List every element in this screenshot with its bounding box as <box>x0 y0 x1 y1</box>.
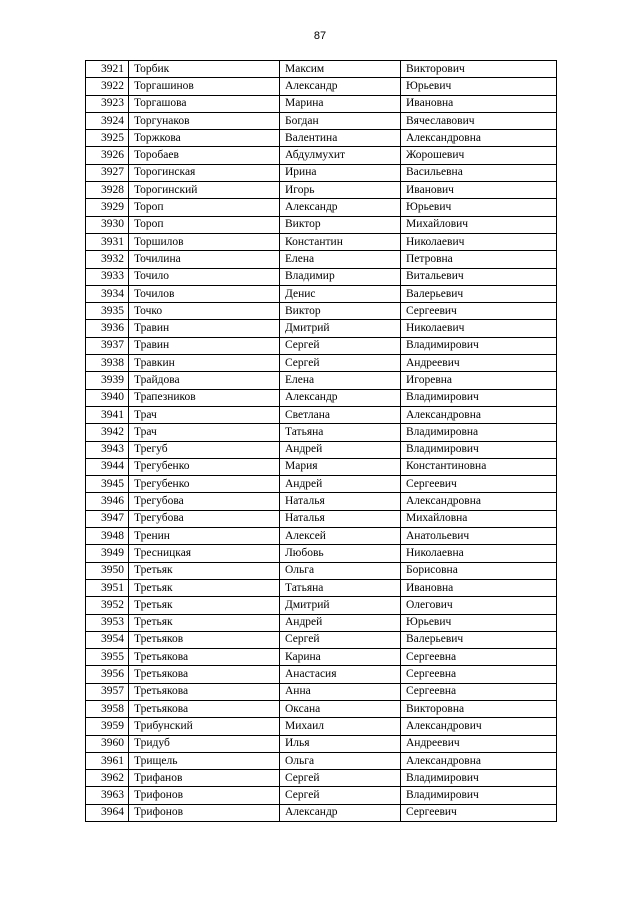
last-name-cell: Торгашинов <box>129 78 280 95</box>
row-number-cell: 3942 <box>86 424 129 441</box>
patronymic-cell: Борисовна <box>401 562 557 579</box>
row-number-cell: 3939 <box>86 372 129 389</box>
row-number-cell: 3938 <box>86 355 129 372</box>
first-name-cell: Денис <box>280 285 401 302</box>
row-number-cell: 3921 <box>86 61 129 78</box>
patronymic-cell: Жорошевич <box>401 147 557 164</box>
row-number-cell: 3934 <box>86 285 129 302</box>
first-name-cell: Татьяна <box>280 424 401 441</box>
patronymic-cell: Владимирович <box>401 770 557 787</box>
patronymic-cell: Валерьевич <box>401 285 557 302</box>
table-row <box>86 735 557 752</box>
patronymic-cell: Вячеславович <box>401 112 557 129</box>
patronymic-cell: Иванович <box>401 182 557 199</box>
patronymic-cell: Сергеевич <box>401 804 557 821</box>
table-row <box>86 510 557 527</box>
patronymic-cell: Сергеевич <box>401 303 557 320</box>
row-number-cell: 3928 <box>86 182 129 199</box>
row-number-cell: 3935 <box>86 303 129 320</box>
patronymic-cell: Юрьевич <box>401 78 557 95</box>
table-row <box>86 199 557 216</box>
table-row <box>86 441 557 458</box>
patronymic-cell: Владимирович <box>401 337 557 354</box>
patronymic-cell: Михайлович <box>401 216 557 233</box>
name-table-body <box>86 61 557 822</box>
first-name-cell: Игорь <box>280 182 401 199</box>
first-name-cell: Александр <box>280 804 401 821</box>
last-name-cell: Точилина <box>129 251 280 268</box>
first-name-cell: Карина <box>280 649 401 666</box>
first-name-cell: Виктор <box>280 303 401 320</box>
first-name-cell: Татьяна <box>280 579 401 596</box>
table-row <box>86 476 557 493</box>
table-row <box>86 389 557 406</box>
last-name-cell: Тренин <box>129 528 280 545</box>
last-name-cell: Травин <box>129 337 280 354</box>
row-number-cell: 3950 <box>86 562 129 579</box>
row-number-cell: 3948 <box>86 528 129 545</box>
first-name-cell: Анастасия <box>280 666 401 683</box>
last-name-cell: Третьякова <box>129 649 280 666</box>
table-row <box>86 424 557 441</box>
row-number-cell: 3949 <box>86 545 129 562</box>
row-number-cell: 3945 <box>86 476 129 493</box>
patronymic-cell: Юрьевич <box>401 199 557 216</box>
patronymic-cell: Александровна <box>401 406 557 423</box>
patronymic-cell: Петровна <box>401 251 557 268</box>
patronymic-cell: Анатольевич <box>401 528 557 545</box>
row-number-cell: 3964 <box>86 804 129 821</box>
patronymic-cell: Викторовна <box>401 700 557 717</box>
table-row <box>86 251 557 268</box>
patronymic-cell: Михайловна <box>401 510 557 527</box>
last-name-cell: Трибунский <box>129 718 280 735</box>
patronymic-cell: Ивановна <box>401 579 557 596</box>
last-name-cell: Третьяк <box>129 562 280 579</box>
first-name-cell: Анна <box>280 683 401 700</box>
last-name-cell: Торобаев <box>129 147 280 164</box>
last-name-cell: Трегубова <box>129 493 280 510</box>
patronymic-cell: Викторович <box>401 61 557 78</box>
row-number-cell: 3953 <box>86 614 129 631</box>
table-row <box>86 804 557 821</box>
first-name-cell: Андрей <box>280 441 401 458</box>
table-row <box>86 61 557 78</box>
last-name-cell: Третьяк <box>129 579 280 596</box>
first-name-cell: Елена <box>280 251 401 268</box>
first-name-cell: Ольга <box>280 562 401 579</box>
first-name-cell: Михаил <box>280 718 401 735</box>
first-name-cell: Валентина <box>280 130 401 147</box>
table-row <box>86 562 557 579</box>
patronymic-cell: Валерьевич <box>401 631 557 648</box>
first-name-cell: Максим <box>280 61 401 78</box>
page-number: 87 <box>313 30 327 42</box>
last-name-cell: Трифанов <box>129 770 280 787</box>
first-name-cell: Светлана <box>280 406 401 423</box>
table-row <box>86 752 557 769</box>
first-name-cell: Сергей <box>280 770 401 787</box>
last-name-cell: Третьякова <box>129 683 280 700</box>
table-row <box>86 130 557 147</box>
row-number-cell: 3923 <box>86 95 129 112</box>
last-name-cell: Тридуб <box>129 735 280 752</box>
last-name-cell: Тороп <box>129 216 280 233</box>
patronymic-cell: Владимирович <box>401 787 557 804</box>
patronymic-cell: Сергеевна <box>401 649 557 666</box>
last-name-cell: Третьяков <box>129 631 280 648</box>
patronymic-cell: Николаевна <box>401 545 557 562</box>
table-row <box>86 545 557 562</box>
table-row <box>86 182 557 199</box>
last-name-cell: Трищель <box>129 752 280 769</box>
row-number-cell: 3954 <box>86 631 129 648</box>
last-name-cell: Торбик <box>129 61 280 78</box>
table-row <box>86 268 557 285</box>
table-row <box>86 320 557 337</box>
table-row <box>86 631 557 648</box>
row-number-cell: 3962 <box>86 770 129 787</box>
row-number-cell: 3927 <box>86 164 129 181</box>
first-name-cell: Сергей <box>280 355 401 372</box>
last-name-cell: Третьяк <box>129 614 280 631</box>
table-row <box>86 700 557 717</box>
table-row <box>86 666 557 683</box>
first-name-cell: Оксана <box>280 700 401 717</box>
table-row <box>86 718 557 735</box>
patronymic-cell: Николаевич <box>401 233 557 250</box>
patronymic-cell: Владимирович <box>401 389 557 406</box>
last-name-cell: Трапезников <box>129 389 280 406</box>
patronymic-cell: Юрьевич <box>401 614 557 631</box>
last-name-cell: Трегубова <box>129 510 280 527</box>
first-name-cell: Абдулмухит <box>280 147 401 164</box>
row-number-cell: 3960 <box>86 735 129 752</box>
patronymic-cell: Константиновна <box>401 458 557 475</box>
row-number-cell: 3952 <box>86 597 129 614</box>
last-name-cell: Тресницкая <box>129 545 280 562</box>
table-row <box>86 164 557 181</box>
last-name-cell: Третьякова <box>129 666 280 683</box>
last-name-cell: Третьякова <box>129 700 280 717</box>
last-name-cell: Третьяк <box>129 597 280 614</box>
table-row <box>86 493 557 510</box>
row-number-cell: 3944 <box>86 458 129 475</box>
first-name-cell: Ольга <box>280 752 401 769</box>
first-name-cell: Елена <box>280 372 401 389</box>
patronymic-cell: Андреевич <box>401 735 557 752</box>
patronymic-cell: Сергеевна <box>401 666 557 683</box>
patronymic-cell: Владимировна <box>401 424 557 441</box>
last-name-cell: Точилов <box>129 285 280 302</box>
first-name-cell: Наталья <box>280 493 401 510</box>
row-number-cell: 3925 <box>86 130 129 147</box>
first-name-cell: Сергей <box>280 631 401 648</box>
table-row <box>86 355 557 372</box>
last-name-cell: Травин <box>129 320 280 337</box>
first-name-cell: Андрей <box>280 614 401 631</box>
name-table <box>85 60 557 822</box>
row-number-cell: 3922 <box>86 78 129 95</box>
table-row <box>86 95 557 112</box>
last-name-cell: Трегуб <box>129 441 280 458</box>
last-name-cell: Точко <box>129 303 280 320</box>
table-row <box>86 683 557 700</box>
first-name-cell: Дмитрий <box>280 320 401 337</box>
patronymic-cell: Александровна <box>401 130 557 147</box>
first-name-cell: Сергей <box>280 337 401 354</box>
first-name-cell: Виктор <box>280 216 401 233</box>
row-number-cell: 3924 <box>86 112 129 129</box>
table-row <box>86 216 557 233</box>
table-row <box>86 372 557 389</box>
table-row <box>86 614 557 631</box>
row-number-cell: 3929 <box>86 199 129 216</box>
row-number-cell: 3955 <box>86 649 129 666</box>
patronymic-cell: Андреевич <box>401 355 557 372</box>
row-number-cell: 3961 <box>86 752 129 769</box>
table-row <box>86 233 557 250</box>
table-row <box>86 649 557 666</box>
patronymic-cell: Владимирович <box>401 441 557 458</box>
last-name-cell: Торогинский <box>129 182 280 199</box>
first-name-cell: Дмитрий <box>280 597 401 614</box>
last-name-cell: Торгунаков <box>129 112 280 129</box>
row-number-cell: 3946 <box>86 493 129 510</box>
first-name-cell: Наталья <box>280 510 401 527</box>
row-number-cell: 3933 <box>86 268 129 285</box>
table-row <box>86 78 557 95</box>
patronymic-cell: Игоревна <box>401 372 557 389</box>
last-name-cell: Трегубенко <box>129 458 280 475</box>
patronymic-cell: Николаевич <box>401 320 557 337</box>
first-name-cell: Александр <box>280 199 401 216</box>
last-name-cell: Торшилов <box>129 233 280 250</box>
table-row <box>86 112 557 129</box>
last-name-cell: Травкин <box>129 355 280 372</box>
last-name-cell: Трифонов <box>129 787 280 804</box>
last-name-cell: Тороп <box>129 199 280 216</box>
first-name-cell: Любовь <box>280 545 401 562</box>
first-name-cell: Константин <box>280 233 401 250</box>
first-name-cell: Андрей <box>280 476 401 493</box>
row-number-cell: 3931 <box>86 233 129 250</box>
last-name-cell: Трифонов <box>129 804 280 821</box>
patronymic-cell: Сергеевич <box>401 476 557 493</box>
row-number-cell: 3957 <box>86 683 129 700</box>
table-row <box>86 787 557 804</box>
row-number-cell: 3956 <box>86 666 129 683</box>
row-number-cell: 3943 <box>86 441 129 458</box>
table-row <box>86 147 557 164</box>
patronymic-cell: Александровна <box>401 752 557 769</box>
row-number-cell: 3926 <box>86 147 129 164</box>
row-number-cell: 3959 <box>86 718 129 735</box>
row-number-cell: 3941 <box>86 406 129 423</box>
first-name-cell: Илья <box>280 735 401 752</box>
table-row <box>86 770 557 787</box>
table-row <box>86 597 557 614</box>
patronymic-cell: Сергеевна <box>401 683 557 700</box>
first-name-cell: Ирина <box>280 164 401 181</box>
row-number-cell: 3951 <box>86 579 129 596</box>
row-number-cell: 3947 <box>86 510 129 527</box>
first-name-cell: Марина <box>280 95 401 112</box>
last-name-cell: Трач <box>129 406 280 423</box>
last-name-cell: Трач <box>129 424 280 441</box>
first-name-cell: Богдан <box>280 112 401 129</box>
last-name-cell: Торгашова <box>129 95 280 112</box>
row-number-cell: 3940 <box>86 389 129 406</box>
table-row <box>86 528 557 545</box>
patronymic-cell: Витальевич <box>401 268 557 285</box>
table-row <box>86 458 557 475</box>
first-name-cell: Александр <box>280 389 401 406</box>
last-name-cell: Трайдова <box>129 372 280 389</box>
table-row <box>86 579 557 596</box>
table-row <box>86 406 557 423</box>
patronymic-cell: Васильевна <box>401 164 557 181</box>
row-number-cell: 3930 <box>86 216 129 233</box>
first-name-cell: Мария <box>280 458 401 475</box>
first-name-cell: Алексей <box>280 528 401 545</box>
first-name-cell: Александр <box>280 78 401 95</box>
patronymic-cell: Александровна <box>401 493 557 510</box>
first-name-cell: Владимир <box>280 268 401 285</box>
row-number-cell: 3958 <box>86 700 129 717</box>
last-name-cell: Трегубенко <box>129 476 280 493</box>
last-name-cell: Торжкова <box>129 130 280 147</box>
row-number-cell: 3932 <box>86 251 129 268</box>
patronymic-cell: Олегович <box>401 597 557 614</box>
table-row <box>86 285 557 302</box>
patronymic-cell: Ивановна <box>401 95 557 112</box>
last-name-cell: Торогинская <box>129 164 280 181</box>
last-name-cell: Точило <box>129 268 280 285</box>
row-number-cell: 3963 <box>86 787 129 804</box>
patronymic-cell: Александрович <box>401 718 557 735</box>
first-name-cell: Сергей <box>280 787 401 804</box>
table-row <box>86 337 557 354</box>
table-row <box>86 303 557 320</box>
row-number-cell: 3937 <box>86 337 129 354</box>
row-number-cell: 3936 <box>86 320 129 337</box>
